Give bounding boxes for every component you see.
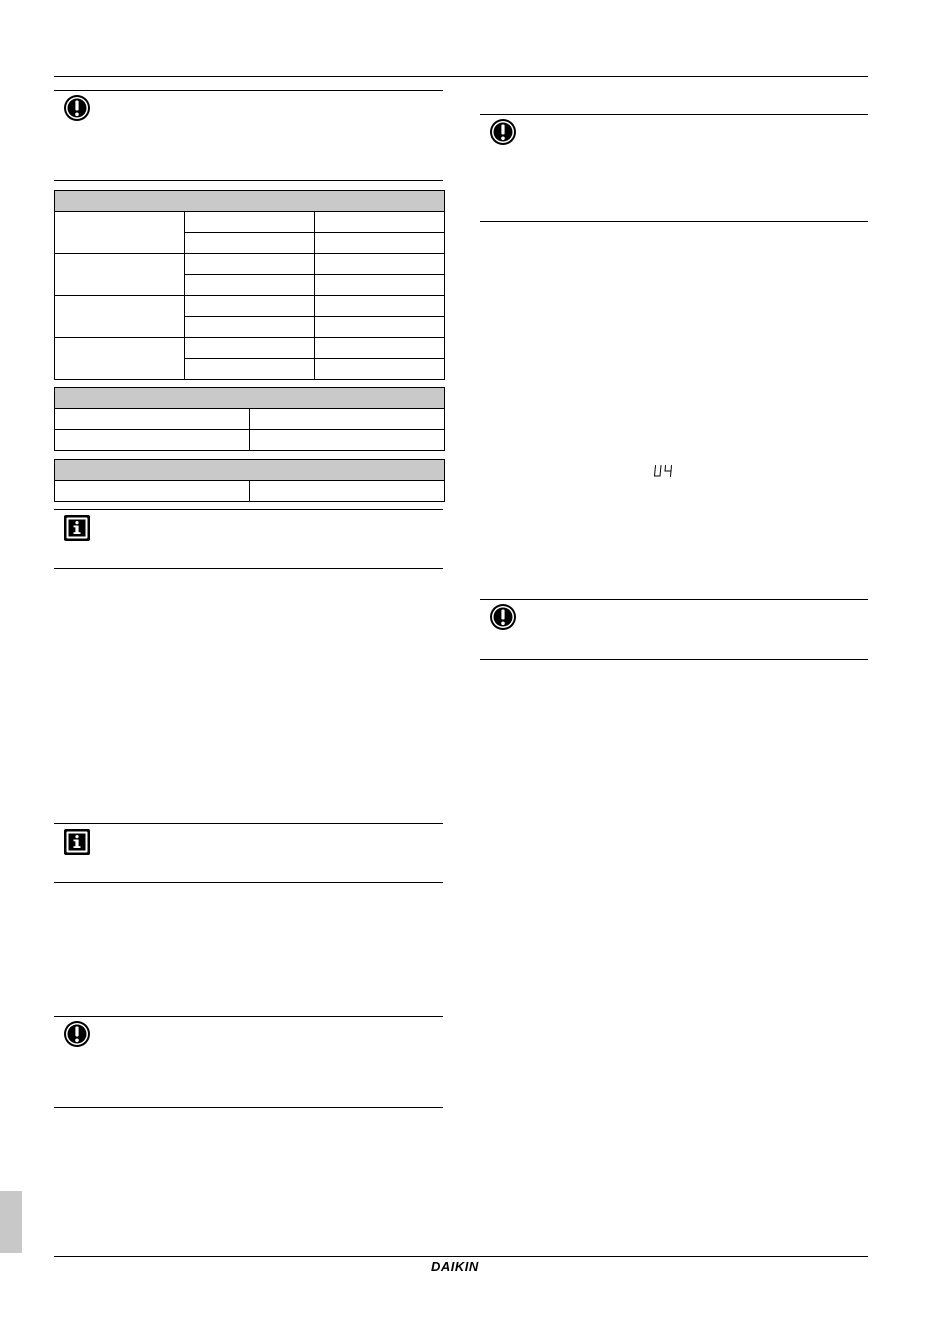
error-code-glyph [653, 464, 673, 478]
table-cell [185, 338, 315, 359]
table-cell [185, 275, 315, 296]
spec-table-1 [54, 190, 445, 380]
info-icon [62, 513, 92, 543]
footer-rule [54, 1256, 868, 1257]
error-code-display [653, 464, 673, 478]
table-cell [315, 338, 445, 359]
info-1-top-rule [54, 509, 443, 510]
exclamation-icon [488, 117, 518, 147]
table-cell [55, 430, 250, 451]
table-cell [55, 212, 185, 254]
table-cell [185, 254, 315, 275]
exclamation-icon [62, 93, 92, 123]
table-2-header [55, 388, 445, 409]
table-cell [250, 481, 445, 502]
table-cell [185, 317, 315, 338]
table-cell [55, 409, 250, 430]
spec-table-3 [54, 459, 445, 502]
table-cell [315, 254, 445, 275]
notice-4-bottom-rule [480, 659, 868, 660]
table-3-header [55, 460, 445, 481]
table-cell [55, 338, 185, 380]
notice-2-bottom-rule [54, 1107, 443, 1108]
table-cell [185, 212, 315, 233]
section-side-tab [0, 1191, 22, 1253]
table-cell [250, 409, 445, 430]
table-1-header [55, 191, 445, 212]
notice-3-top-rule [480, 114, 868, 115]
table-cell [185, 296, 315, 317]
notice-1-top-rule [54, 90, 443, 91]
notice-1-bottom-rule [54, 180, 443, 181]
table-cell [315, 317, 445, 338]
table-cell [185, 233, 315, 254]
spec-table-2 [54, 387, 445, 451]
exclamation-icon [62, 1019, 92, 1049]
table-cell [315, 359, 445, 380]
table-cell [315, 275, 445, 296]
header-rule [54, 76, 868, 77]
table-cell [315, 296, 445, 317]
notice-2-top-rule [54, 1016, 443, 1017]
daikin-logo: DAIKIN [431, 1259, 479, 1274]
table-cell [315, 233, 445, 254]
info-2-bottom-rule [54, 882, 443, 883]
notice-3-bottom-rule [480, 221, 868, 222]
exclamation-icon [488, 602, 518, 632]
table-cell [55, 481, 250, 502]
table-cell [55, 254, 185, 296]
table-cell [315, 212, 445, 233]
info-1-bottom-rule [54, 568, 443, 569]
table-cell [55, 296, 185, 338]
info-2-top-rule [54, 823, 443, 824]
info-icon [62, 827, 92, 857]
table-cell [250, 430, 445, 451]
table-cell [185, 359, 315, 380]
notice-4-top-rule [480, 599, 868, 600]
